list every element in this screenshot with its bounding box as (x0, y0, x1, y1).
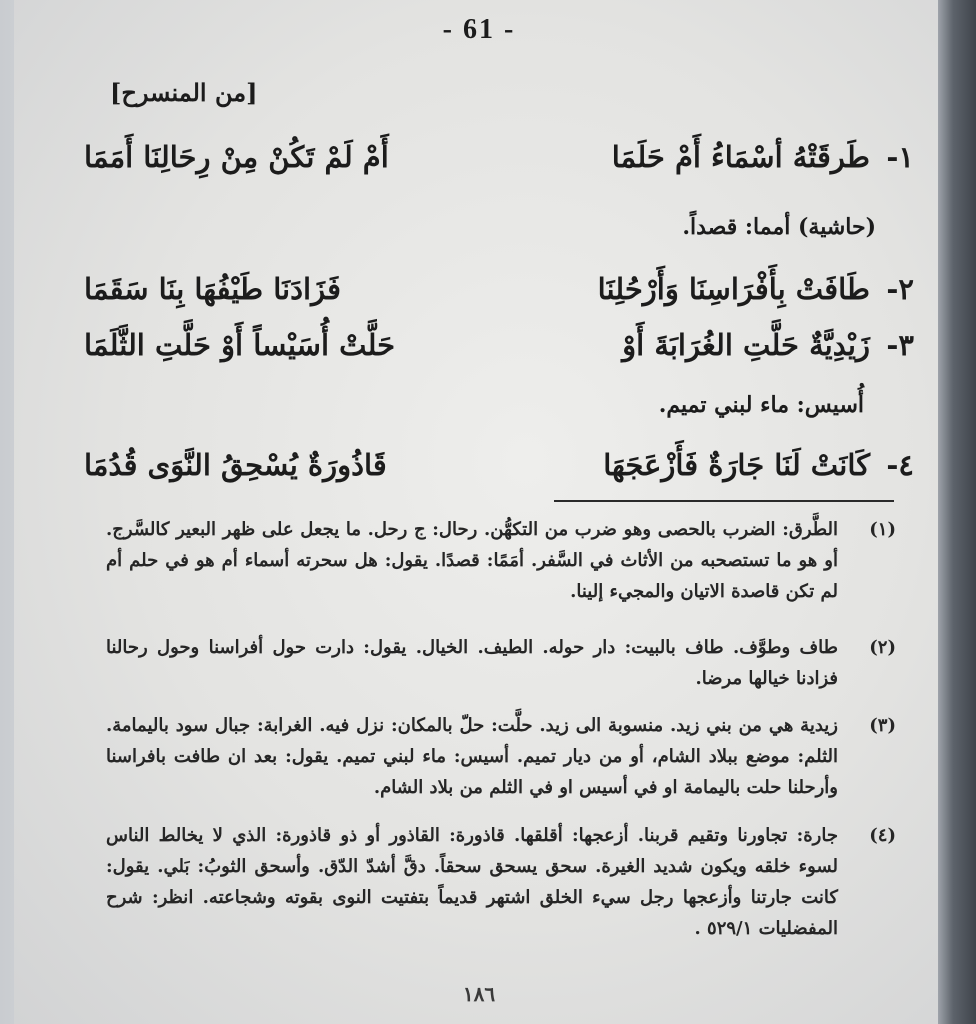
book-page (14, 0, 944, 1024)
footnote-mark: (٤) (869, 825, 896, 846)
footnote-text: جارة: تجاورنا وتقيم قربنا. أزعجها: أقلقها. قاذورة: القاذور أو ذو قاذورة: الذي لا يخالط الناس لسوء خلقه ويكون شديد الغيرة. سحق يسحق سحقاً. دقَّ أشدّ الدّق. وأسحق الثوبُ: بَلي. يقول: كانت جارتنا وأزعجها رجل سيء الخلق اشتهر قديماً بتفتيت النوى بقوته وشجاعته. انظر: شرح المفضليات ٥٢٩/١ . (106, 825, 838, 939)
page-number: - 61 - (442, 14, 516, 45)
verse-number: ٢- (886, 272, 914, 306)
footnote-mark: (٣) (869, 715, 896, 736)
verse-first-hemistich: طَافَتْ بِأَفْرَاسِنَا وَأَرْحُلِنَا (597, 272, 870, 306)
gloss-hashiya: (حاشية) أمما: قصداً. (682, 214, 876, 240)
verse-2 (84, 272, 914, 322)
verse-1 (84, 140, 914, 190)
verse-second-hemistich: أَمْ لَمْ تَكُنْ مِنْ رِحَالِنَا أَمَمَا (84, 140, 389, 174)
gloss-usays: أُسيس: ماء لبني تميم. (658, 392, 864, 418)
footnote-3 (106, 710, 896, 803)
footnote-2 (106, 632, 896, 694)
verse-4 (84, 448, 914, 498)
verse-number: ٤- (886, 448, 914, 482)
verse-number: ١- (886, 140, 914, 174)
verse-first-hemistich: كَانَتْ لَنَا جَارَةٌ فَأَزْعَجَهَا (603, 448, 870, 482)
footnote-4 (106, 820, 896, 944)
footnote-separator (554, 500, 894, 502)
folio-number: ١٨٦ (462, 982, 496, 1006)
screen-bezel (938, 0, 976, 1024)
verse-second-hemistich: فَزَادَنَا طَيْفُهَا بِنَا سَقَمَا (84, 272, 341, 306)
verse-number: ٣- (886, 328, 914, 362)
footnote-text: طاف وطوَّف. طاف بالبيت: دار حوله. الطيف. الخيال. يقول: دارت حول أفراسنا وحول رحالنا فزادنا خيالها مرضا. (106, 637, 838, 689)
footnote-1 (106, 514, 896, 607)
verse-3 (84, 328, 914, 378)
footnote-mark: (١) (869, 519, 896, 540)
meter-heading: [من المنسرح] (110, 78, 258, 107)
footnote-text: الطَّرق: الضرب بالحصى وهو ضرب من التكهُّن. رحال: ج رحل. ما يجعل على ظهر البعير كالسَّرج. أو هو ما تستصحبه من الأثاث في السَّفر. أمَمًا: قصدًا. يقول: هل سحرته أسماء أم هو في حلم أم لم تكن قاصدة الاتيان والمجيء إلينا. (106, 519, 838, 602)
footnote-text: زيدية هي من بني زيد. منسوبة الى زيد. حلَّت: حلّ بالمكان: نزل فيه. الغرابة: جبال سود باليمامة. الثلم: موضع ببلاد الشام، أو من ديار تميم. أسيس: ماء لبني تميم. يقول: بعد ان طافت بافراسنا وأرحلنا حلت باليمامة او في أسيس او في الثلم من بلاد الشام. (106, 715, 838, 798)
verse-first-hemistich: طَرقَتْهُ أسْمَاءُ أَمْ حَلَمَا (611, 140, 870, 174)
verse-first-hemistich: زَيْدِيَّةٌ حَلَّتِ الغُرَابَةَ أَوْ (622, 328, 870, 362)
verse-second-hemistich: حَلَّتْ أُسَيْساً أَوْ حَلَّتِ الثَّلَمَا (84, 328, 396, 362)
footnote-mark: (٢) (869, 637, 896, 658)
verse-second-hemistich: قَاذُورَةٌ يُسْحِقُ النَّوَى قُدُمَا (84, 448, 387, 482)
